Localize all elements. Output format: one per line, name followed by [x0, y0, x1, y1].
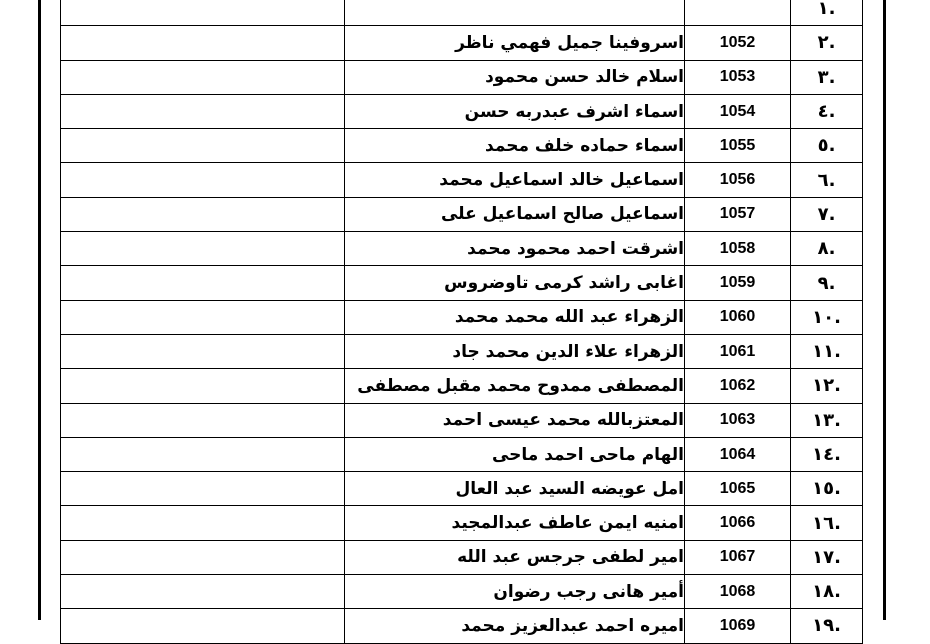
table-row [61, 197, 863, 231]
student-name-cell: اشرقت احمد محمود محمد [345, 232, 685, 266]
notes-cell [61, 26, 345, 60]
row-index-cell: .٢ [791, 26, 863, 60]
notes-cell [61, 540, 345, 574]
table-row [61, 266, 863, 300]
table-row [61, 232, 863, 266]
page-border-left [38, 0, 41, 620]
student-code-cell: 1063 [685, 403, 791, 437]
student-code-cell: 1055 [685, 129, 791, 163]
row-index-cell: .١٥ [791, 472, 863, 506]
student-code-cell: 1061 [685, 334, 791, 368]
notes-cell [61, 506, 345, 540]
student-name-cell: امل عويضه السيد عبد العال [345, 472, 685, 506]
notes-cell [61, 94, 345, 128]
student-name-cell: اسماعيل خالد اسماعيل محمد [345, 163, 685, 197]
student-code-cell: 1052 [685, 26, 791, 60]
row-index-cell: .٤ [791, 94, 863, 128]
student-name-cell: امنيه ايمن عاطف عبدالمجيد [345, 506, 685, 540]
student-code-cell: 1060 [685, 300, 791, 334]
row-index-cell: .٩ [791, 266, 863, 300]
student-code-cell: 1054 [685, 94, 791, 128]
student-code-cell: 1057 [685, 197, 791, 231]
student-code-cell: 1056 [685, 163, 791, 197]
student-code-cell: 1066 [685, 506, 791, 540]
table-row [61, 437, 863, 471]
row-index-cell: .٣ [791, 60, 863, 94]
notes-cell [61, 575, 345, 609]
student-name-cell: الزهراء عبد الله محمد محمد [345, 300, 685, 334]
notes-cell [61, 369, 345, 403]
row-index-cell: .١٤ [791, 437, 863, 471]
student-code-cell: 1069 [685, 609, 791, 643]
table-row [61, 60, 863, 94]
table-row [61, 609, 863, 643]
row-index-cell: .١٠ [791, 300, 863, 334]
row-index-cell: .١٧ [791, 540, 863, 574]
roster-body [61, 0, 863, 643]
row-index-cell: .١٩ [791, 609, 863, 643]
notes-cell [61, 60, 345, 94]
row-index-cell: .١ [791, 0, 863, 26]
student-name-cell: اسماعيل صالح اسماعيل على [345, 197, 685, 231]
table-row [61, 403, 863, 437]
student-name-cell: اميره احمد عبدالعزيز محمد [345, 609, 685, 643]
table-row [61, 129, 863, 163]
notes-cell [61, 232, 345, 266]
row-index-cell: .٨ [791, 232, 863, 266]
student-name-cell: الزهراء علاء الدين محمد جاد [345, 334, 685, 368]
table-row [61, 472, 863, 506]
student-name-cell: اسروفينا جميل فهمي ناظر [345, 26, 685, 60]
table-row [61, 163, 863, 197]
student-code-cell: 1062 [685, 369, 791, 403]
student-name-cell: اغابى راشد كرمى تاوضروس [345, 266, 685, 300]
student-code-cell: 1058 [685, 232, 791, 266]
table-row [61, 369, 863, 403]
notes-cell [61, 129, 345, 163]
notes-cell [61, 197, 345, 231]
page-border-right [883, 0, 886, 620]
notes-cell [61, 266, 345, 300]
notes-cell [61, 609, 345, 643]
student-code-cell: 1053 [685, 60, 791, 94]
row-index-cell: .٥ [791, 129, 863, 163]
row-index-cell: .٧ [791, 197, 863, 231]
student-name-cell: اسماء حماده خلف محمد [345, 129, 685, 163]
student-name-cell [345, 0, 685, 26]
row-index-cell: .١٢ [791, 369, 863, 403]
notes-cell [61, 300, 345, 334]
student-code-cell [685, 0, 791, 26]
student-code-cell: 1064 [685, 437, 791, 471]
student-code-cell: 1067 [685, 540, 791, 574]
table-row [61, 94, 863, 128]
row-index-cell: .١٨ [791, 575, 863, 609]
student-roster-table [60, 0, 863, 644]
student-name-cell: اسماء اشرف عبدربه حسن [345, 94, 685, 128]
student-code-cell: 1068 [685, 575, 791, 609]
table-row [61, 575, 863, 609]
student-name-cell: أمير هانى رجب رضوان [345, 575, 685, 609]
notes-cell [61, 0, 345, 26]
student-code-cell: 1065 [685, 472, 791, 506]
student-name-cell: اسلام خالد حسن محمود [345, 60, 685, 94]
table-row [61, 26, 863, 60]
row-index-cell: .٦ [791, 163, 863, 197]
row-index-cell: .١١ [791, 334, 863, 368]
notes-cell [61, 437, 345, 471]
student-code-cell: 1059 [685, 266, 791, 300]
student-name-cell: المعتزبالله محمد عيسى احمد [345, 403, 685, 437]
notes-cell [61, 403, 345, 437]
student-name-cell: امير لطفى جرجس عبد الله [345, 540, 685, 574]
table-row [61, 0, 863, 26]
student-name-cell: المصطفى ممدوح محمد مقبل مصطفى [345, 369, 685, 403]
table-row [61, 300, 863, 334]
row-index-cell: .١٣ [791, 403, 863, 437]
table-row [61, 540, 863, 574]
student-name-cell: الهام ماحى احمد ماحى [345, 437, 685, 471]
notes-cell [61, 472, 345, 506]
table-row [61, 506, 863, 540]
notes-cell [61, 334, 345, 368]
notes-cell [61, 163, 345, 197]
table-row [61, 334, 863, 368]
row-index-cell: .١٦ [791, 506, 863, 540]
